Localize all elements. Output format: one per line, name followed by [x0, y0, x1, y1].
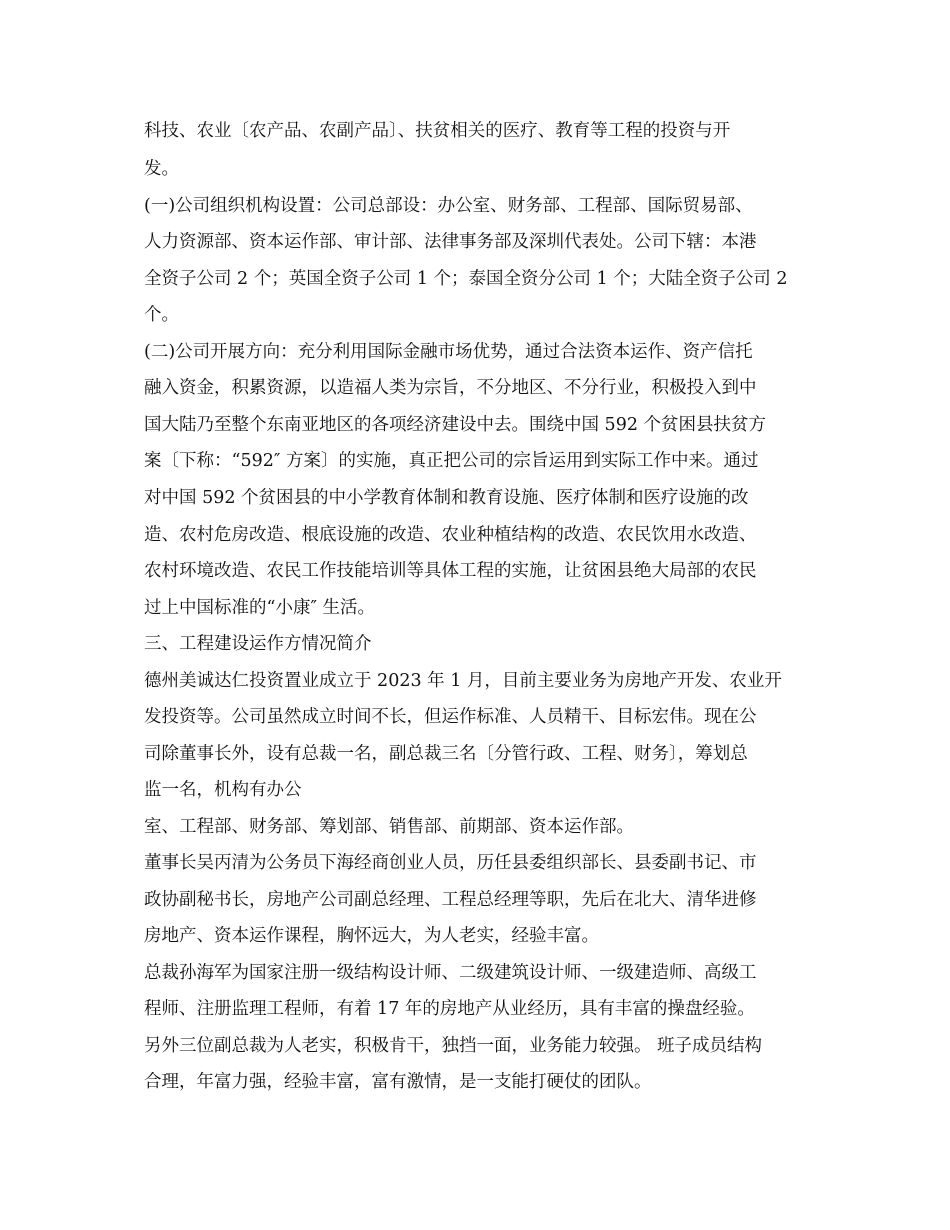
text-line: 科技、农业〔农产品、农副产品〕、扶贫相关的医疗、教育等工程的投资与开 [144, 121, 731, 141]
text-line: 造、农村危房改造、根底设施的改造、农业种植结构的改造、农民饮用水改造、 [144, 525, 757, 545]
text-line: 人力资源部、资本运作部、审计部、法律事务部及深圳代表处。公司下辖：本港 [144, 232, 757, 252]
text-line: 融入资金，积累资源，以造福人类为宗旨，不分地区、不分行业，积极投入到中 [144, 378, 757, 398]
text-line: 全资子公司 2 个；英国全资子公司 1 个；泰国全资分公司 1 个；大陆全资子公司 2 [144, 269, 788, 289]
text-line: 案〔下称：“592″ 方案〕的实施，真正把公司的宗旨运用到实际工作中来。通过 [144, 451, 759, 471]
text-line: 农村环境改造、农民工作技能培训等具体工程的实施，让贫困县绝大局部的农民 [144, 561, 757, 581]
text-line: (二)公司开展方向：充分利用国际金融市场优势，通过合法资本运作、资产信托 [144, 342, 753, 362]
text-line: 过上中国标准的“小康″ 生活。 [144, 598, 376, 618]
text-line: 司除董事长外，设有总裁一名，副总裁三名〔分管行政、工程、财务〕，筹划总 [144, 744, 748, 764]
text-line: 房地产、资本运作课程，胸怀远大，为人老实，经验丰富。 [144, 926, 599, 946]
text-line: 发投资等。公司虽然成立时间不长，但运作标准、人员精干、目标宏伟。现在公 [144, 707, 757, 727]
text-line: 个。 [144, 305, 179, 325]
text-line: 董事长吴丙清为公务员下海经商创业人员，历任县委组织部长、县委副书记、市 [144, 853, 757, 873]
text-line: 监一名，机构有办公 [144, 780, 302, 800]
text-line: 德州美诚达仁投资置业成立于 2023 年 1 月，目前主要业务为房地产开发、农业开 [144, 671, 782, 691]
text-line: 对中国 592 个贫困县的中小学教育体制和教育设施、医疗体制和医疗设施的改 [144, 488, 749, 508]
text-line: 政协副秘书长，房地产公司副总经理、工程总经理等职，先后在北大、清华进修 [144, 890, 757, 910]
text-line: 室、工程部、财务部、筹划部、销售部、前期部、资本运作部。 [144, 817, 634, 837]
text-line: 总裁孙海军为国家注册一级结构设计师、二级建筑设计师、一级建造师、高级工 [144, 963, 757, 983]
text-line: 另外三位副总裁为人老实，积极肯干，独挡一面，业务能力较强。 班子成员结构 [144, 1036, 763, 1056]
text-line: 合理，年富力强，经验丰富，富有激情，是一支能打硬仗的团队。 [144, 1072, 652, 1092]
section-heading: 三、工程建设运作方情况简介 [144, 634, 372, 654]
text-line: 程师、注册监理工程师，有着 17 年的房地产从业经历，具有丰富的操盘经验。 [144, 999, 755, 1019]
text-line: (一)公司组织机构设置：公司总部设：办公室、财务部、工程部、国际贸易部、 [144, 196, 753, 216]
text-line: 国大陆乃至整个东南亚地区的各项经济建设中去。围绕中国 592 个贫困县扶贫方 [144, 415, 767, 435]
text-line: 发。 [144, 159, 179, 179]
